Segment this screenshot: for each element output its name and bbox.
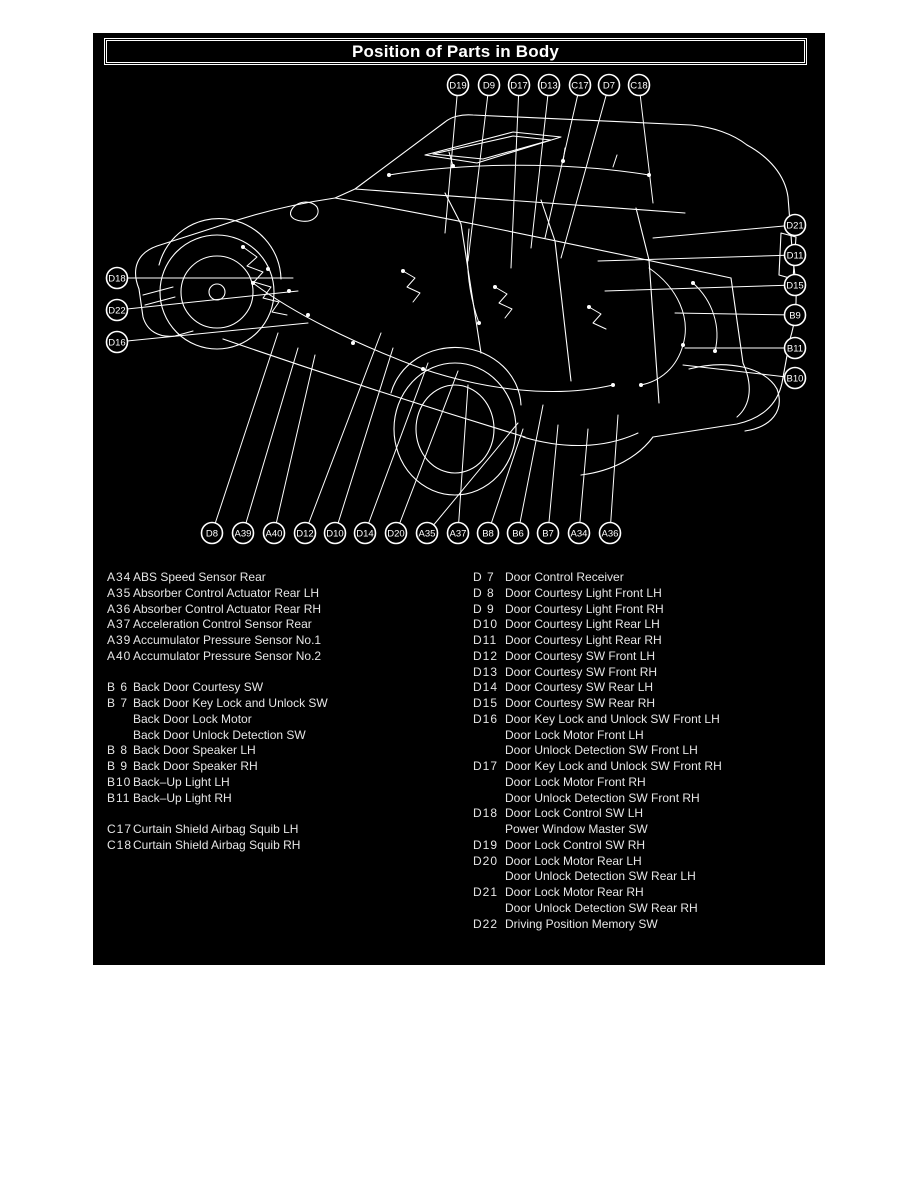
callout-label: B11 [786, 343, 804, 355]
part-code [473, 791, 505, 807]
part-code: D 8 [473, 585, 495, 600]
legend-row [473, 869, 823, 885]
leader-line-D12 [305, 333, 381, 533]
part-description: Door Unlock Detection SW Front LH [505, 743, 698, 758]
part-description: Door Control Receiver [505, 570, 624, 584]
legend-row [107, 728, 457, 744]
part-code: B 6 [107, 680, 129, 695]
leader-line-D19 [445, 85, 458, 233]
part-description: Back Door Courtesy SW [133, 680, 264, 695]
callout-label: A40 [265, 528, 283, 540]
callout-D12 [295, 523, 316, 544]
leader-line-A37 [458, 385, 468, 533]
callout-D20 [386, 523, 407, 544]
leader-line-B7 [548, 425, 558, 533]
part-code: D10 [473, 617, 499, 632]
part-description: Curtain Shield Airbag Squib RH [133, 837, 301, 852]
part-description: Accumulator Pressure Sensor No.1 [133, 633, 322, 647]
legend-row [107, 712, 457, 728]
legend-row [473, 602, 823, 618]
leader-line-D7 [561, 85, 609, 258]
callout-D22 [107, 300, 128, 321]
callout-label: D16 [108, 337, 126, 349]
callout-D15 [785, 275, 806, 296]
callout-label: B7 [542, 528, 554, 540]
legend-row [107, 586, 457, 602]
callout-A34 [569, 523, 590, 544]
part-code: B10 [107, 774, 132, 789]
leader-line-B10 [683, 365, 795, 378]
callout-label: B8 [482, 528, 494, 540]
callout-label: D10 [326, 528, 344, 540]
leader-line-D17 [511, 85, 519, 268]
part-code: B 7 [107, 696, 129, 710]
callout-D17 [509, 75, 530, 96]
callout-D11 [785, 245, 806, 266]
callout-label: D9 [482, 80, 496, 92]
callout-B6 [508, 523, 529, 544]
legend-row [473, 665, 823, 681]
leader-line-A36 [610, 415, 618, 533]
part-code: D 7 [473, 570, 495, 584]
legend-row [473, 885, 823, 901]
part-description: Back–Up Light RH [133, 790, 232, 805]
part-code: B 8 [107, 743, 129, 758]
legend-row [473, 696, 823, 712]
callout-D8 [202, 523, 223, 544]
part-code: C18 [107, 837, 133, 852]
callout-label: A34 [570, 528, 588, 540]
part-code: D15 [473, 696, 499, 710]
part-description: Back Door Lock Motor [133, 711, 252, 726]
part-description: Door Courtesy SW Front RH [505, 664, 658, 679]
leader-line-D8 [212, 333, 278, 533]
legend-row [107, 822, 457, 838]
callout-label: C17 [571, 80, 589, 92]
part-description: Back Door Key Lock and Unlock SW [133, 696, 328, 710]
part-description: Door Unlock Detection SW Rear RH [505, 900, 698, 915]
part-description: ABS Speed Sensor Rear [133, 570, 266, 584]
part-description: Door Unlock Detection SW Front RH [505, 790, 700, 805]
wiring-harness [241, 148, 717, 446]
part-description: Back Door Unlock Detection SW [133, 727, 306, 742]
legend-column-left [107, 570, 457, 854]
legend-row [473, 570, 823, 586]
part-code [107, 712, 133, 728]
page-title: Position of Parts in Body [351, 41, 560, 61]
part-description: Door Lock Control SW LH [505, 806, 644, 821]
part-code: C17 [107, 822, 133, 836]
leader-line-D22 [117, 291, 298, 310]
part-code: A35 [107, 585, 132, 600]
callout-A40 [264, 523, 285, 544]
part-description: Curtain Shield Airbag Squib LH [133, 822, 299, 836]
legend-row [107, 680, 457, 696]
part-code: A37 [107, 617, 132, 632]
callout-label: C18 [630, 80, 648, 92]
legend-row [473, 759, 823, 775]
vehicle-illustration [136, 115, 797, 495]
part-description: Back Door Speaker LH [133, 743, 256, 758]
part-description: Absorber Control Actuator Rear LH [133, 585, 320, 600]
part-code [473, 901, 505, 917]
leader-line-A35 [427, 423, 518, 533]
callout-label: D22 [108, 305, 126, 317]
legend-row [473, 743, 823, 759]
part-description: Door Lock Motor Rear LH [505, 853, 642, 868]
part-code [473, 775, 505, 791]
legend-row [473, 917, 823, 933]
callout-D7 [599, 75, 620, 96]
legend-row [473, 617, 823, 633]
callout-label: B10 [786, 373, 804, 385]
legend-row [107, 759, 457, 775]
legend-row [473, 806, 823, 822]
callout-B11 [785, 338, 806, 359]
body-parts-diagram [93, 33, 825, 553]
callout-A35 [417, 523, 438, 544]
legend-row [107, 775, 457, 791]
callout-D10 [325, 523, 346, 544]
legend-row [107, 617, 457, 633]
legend-row [473, 728, 823, 744]
legend-row [107, 838, 457, 854]
part-code [473, 869, 505, 885]
legend-row [107, 743, 457, 759]
leader-line-D21 [653, 225, 795, 238]
legend-row [473, 649, 823, 665]
part-code: D12 [473, 648, 499, 663]
leader-line-A34 [579, 429, 588, 533]
legend-row [473, 633, 823, 649]
callout-label: D17 [510, 80, 528, 92]
rear-wheel [391, 347, 521, 495]
callout-label: D19 [449, 80, 467, 92]
callout-label: D12 [296, 528, 314, 540]
legend-row [473, 680, 823, 696]
part-description: Driving Position Memory SW [505, 916, 658, 931]
part-code: D20 [473, 853, 499, 868]
part-description: Door Key Lock and Unlock SW Front LH [505, 711, 720, 726]
legend-row [473, 901, 823, 917]
part-description: Door Key Lock and Unlock SW Front RH [505, 759, 722, 773]
part-code [107, 728, 133, 744]
legend-row [473, 838, 823, 854]
callout-B7 [538, 523, 559, 544]
leader-line-C18 [639, 85, 653, 203]
front-wheel [159, 219, 281, 349]
callout-A37 [448, 523, 469, 544]
part-description: Door Unlock Detection SW Rear LH [505, 869, 696, 884]
legend-section-gap [107, 806, 457, 822]
legend-row [473, 822, 823, 838]
leader-line-D14 [365, 363, 428, 533]
leader-line-A40 [274, 355, 315, 533]
part-code [473, 822, 505, 838]
legend-row [107, 570, 457, 586]
callout-label: D11 [786, 250, 804, 262]
callout-B9 [785, 305, 806, 326]
callout-B8 [478, 523, 499, 544]
legend-row [473, 791, 823, 807]
part-code: D21 [473, 885, 499, 899]
leader-line-B6 [518, 405, 543, 533]
callout-C18 [629, 75, 650, 96]
callout-label: B6 [512, 528, 524, 540]
callout-label: A39 [234, 528, 252, 540]
callout-D14 [355, 523, 376, 544]
part-description: Power Window Master SW [505, 822, 648, 836]
part-description: Door Lock Motor Front LH [505, 727, 644, 742]
callout-label: B9 [789, 310, 801, 322]
part-code: D16 [473, 711, 499, 726]
callout-label: A37 [449, 528, 467, 540]
part-description: Door Courtesy Light Rear LH [505, 617, 660, 632]
part-description: Door Courtesy Light Rear RH [505, 633, 662, 647]
callout-C17 [570, 75, 591, 96]
callout-A36 [600, 523, 621, 544]
legend-row [107, 791, 457, 807]
callout-label: A36 [601, 528, 619, 540]
part-description: Door Courtesy Light Front RH [505, 601, 664, 616]
legend-row [473, 712, 823, 728]
callout-B10 [785, 368, 806, 389]
part-code: D11 [473, 633, 498, 647]
callout-label: D8 [205, 528, 219, 540]
callout-label: D21 [786, 220, 804, 232]
legend-row [473, 586, 823, 602]
legend-section-gap [107, 665, 457, 681]
callout-label: D18 [108, 273, 126, 285]
legend-row [107, 696, 457, 712]
part-description: Back Door Speaker RH [133, 759, 258, 773]
part-code: D14 [473, 680, 499, 695]
part-description: Door Lock Motor Front RH [505, 774, 646, 789]
callout-D13 [539, 75, 560, 96]
legend-column-right [473, 570, 823, 932]
callout-D18 [107, 268, 128, 289]
leader-line-C17 [545, 85, 580, 238]
part-description: Absorber Control Actuator Rear RH [133, 601, 322, 616]
leader-lines [117, 85, 795, 533]
part-description: Back–Up Light LH [133, 774, 230, 789]
part-description: Accumulator Pressure Sensor No.2 [133, 648, 322, 663]
callout-label: D13 [540, 80, 558, 92]
part-description: Door Courtesy SW Rear LH [505, 680, 654, 695]
part-description: Acceleration Control Sensor Rear [133, 617, 312, 632]
callout-label: D20 [387, 528, 405, 540]
leader-line-D9 [468, 85, 489, 261]
part-code: D19 [473, 837, 499, 852]
callout-label: D15 [786, 280, 804, 292]
callout-A39 [233, 523, 254, 544]
callout-label: D14 [356, 528, 374, 540]
leader-line-D20 [396, 371, 458, 533]
leader-line-D10 [335, 348, 393, 533]
callout-D21 [785, 215, 806, 236]
part-code: D 9 [473, 601, 495, 616]
harness-connectors [241, 159, 717, 387]
part-code [473, 743, 505, 759]
legend-row [107, 649, 457, 665]
part-description: Door Lock Control SW RH [505, 837, 646, 852]
part-code: D22 [473, 916, 499, 931]
legend-row [107, 602, 457, 618]
part-description: Door Courtesy SW Rear RH [505, 696, 656, 710]
part-code: A39 [107, 633, 132, 647]
leader-line-A39 [243, 348, 298, 533]
part-description: Door Courtesy SW Front LH [505, 648, 656, 663]
part-code: B 9 [107, 759, 129, 773]
part-code: D13 [473, 664, 499, 679]
callout-D16 [107, 332, 128, 353]
leader-line-B9 [675, 313, 795, 315]
callout-label: D7 [602, 80, 616, 92]
diagram-sheet [93, 33, 825, 965]
callout-label: A35 [418, 528, 436, 540]
leader-line-D16 [117, 323, 308, 342]
part-description: Door Lock Motor Rear RH [505, 885, 644, 899]
legend-row [107, 633, 457, 649]
legend-row [473, 775, 823, 791]
part-code: D17 [473, 759, 499, 773]
callout-D19 [448, 75, 469, 96]
part-code [473, 728, 505, 744]
part-code: A34 [107, 570, 132, 584]
leader-line-D13 [531, 85, 549, 248]
part-description: Door Courtesy Light Front LH [505, 585, 662, 600]
part-code: D18 [473, 806, 499, 821]
part-code: A40 [107, 648, 132, 663]
part-code: A36 [107, 601, 132, 616]
part-code: B11 [107, 790, 131, 805]
callout-D9 [479, 75, 500, 96]
legend-row [473, 854, 823, 870]
